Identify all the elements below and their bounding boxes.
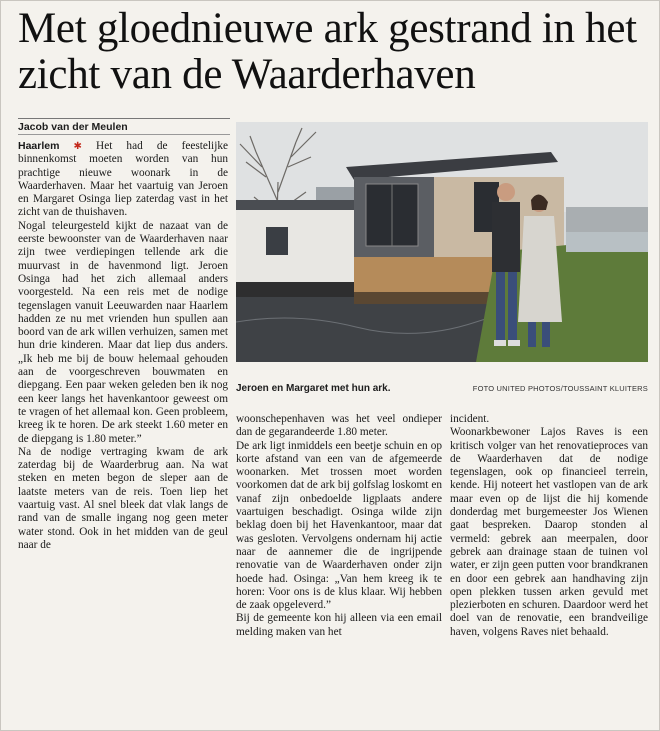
- article-column-3: [450, 413, 648, 639]
- byline-rule: [18, 134, 230, 135]
- paragraph: [18, 140, 228, 220]
- byline: Jacob van der Meulen: [18, 118, 230, 133]
- article-column-2: [236, 413, 442, 639]
- asterisk-icon: ✱: [73, 141, 82, 152]
- dateline: Haarlem: [18, 140, 60, 152]
- houseboat-photo-illustration: [236, 122, 648, 362]
- paragraph: Bij de gemeente kon hij alleen via een email melding maken van het: [236, 612, 442, 638]
- paragraph: Na de nodige vertraging kwam de ark zaterdag bij de Waarderbrug aan. Na wat steken en meten begon de sleper aan de laatste meters van de reis. Toen liep het vaartuig vast. Al snel bleek dat vlak langs de rand van de smalle ingang nog geen meter water stond. Ook in het midden van de geul naar de: [18, 445, 228, 551]
- paragraph-text: Het had de feestelijke binnenkomst moeten worden van hun prachtige nieuwe woonark in de Waarderhaven. Maar het vaartuig van Jeroen en Margaret Osinga liep zaterdag vast in het zicht van de thuishaven.: [18, 140, 228, 219]
- article-column-1: [18, 140, 228, 552]
- paragraph: Woonarkbewoner Lajos Raves is een kritisch volger van het renovatieproces van de Waarderhaven dat de nodige tegenslagen, ook op financieel terrein, kende. Hij noteert het vastlopen van de ark maar even op de lijst die hij komende donderdag met burgemeester Jos Wienen gaat bespreken. Daarop stonden al vermeld: gebrek aan meerpalen, door gebrek aan drainage staan de tuinen vol water, er zijn geen putten voor brandkranen en door een gebrek aan handhaving zijn open plekken tussen arken gevuld met plezierboten en schuren. Daardoor werd het doel van de renovatie, een brandveilige haven, volgens Raves niet behaald.: [450, 426, 648, 638]
- paragraph: woonschepenhaven was het veel ondieper dan de gegarandeerde 1.80 meter.: [236, 413, 442, 439]
- caption-text: Jeroen en Margaret met hun ark.: [236, 383, 391, 394]
- headline: Met gloednieuwe ark gestrand in het zicht van de Waarderhaven: [18, 5, 637, 98]
- article-photo: [236, 122, 648, 362]
- paragraph: incident.: [450, 413, 490, 425]
- paragraph: Nogal teleurgesteld kijkt de nazaat van de eerste bewoonster van de Waarderhaven naar zijn twee verdiepingen tellende ark die muurvast in de havenmond ligt. Jeroen Osinga had het zich allemaal anders voorgesteld. Na een reis met de nodige tegenslagen vanuit Leeuwarden naar Haarlem hadden ze nu met vrienden hun spullen aan boord van de ark willen verhuizen, samen met hun drie kinderen. Maar dat liep dus anders. „Ik heb me bij de bouw helemaal gehouden aan de voorgeschreven bouwmaten en diepgang. Een paar weken geleden ben ik nog een keer langs het havenkantoor geweest om te vragen of het allemaal kon. Geen probleem, kreeg ik te horen. De ark steekt 1.60 meter en de diepgang is 1.80 meter.”: [18, 219, 228, 445]
- photo-caption: [236, 383, 648, 394]
- paragraph: De ark ligt inmiddels een beetje schuin en op korte afstand van een van de afgemeerde woonarken. Met trossen moet worden voorkomen dat de ark bij golfslag loskomt en vanaf zijn onbedoelde ligplaats andere vaartuigen beschadigt. Osinga wilde zijn beklag doen bij het Havenkantoor, maar dat was gesloten. Vervolgens ondernam hij actie naar de aannemer die de ingrijpende renovatie van de Waarderhaven onder zijn hoede had. Osinga: „Van hem kreeg ik te horen: Voor ons is de klus klaar. Wij hebben de zaak opgeleverd.”: [236, 439, 442, 612]
- photo-credit: FOTO UNITED PHOTOS/TOUSSAINT KLUITERS: [472, 384, 648, 393]
